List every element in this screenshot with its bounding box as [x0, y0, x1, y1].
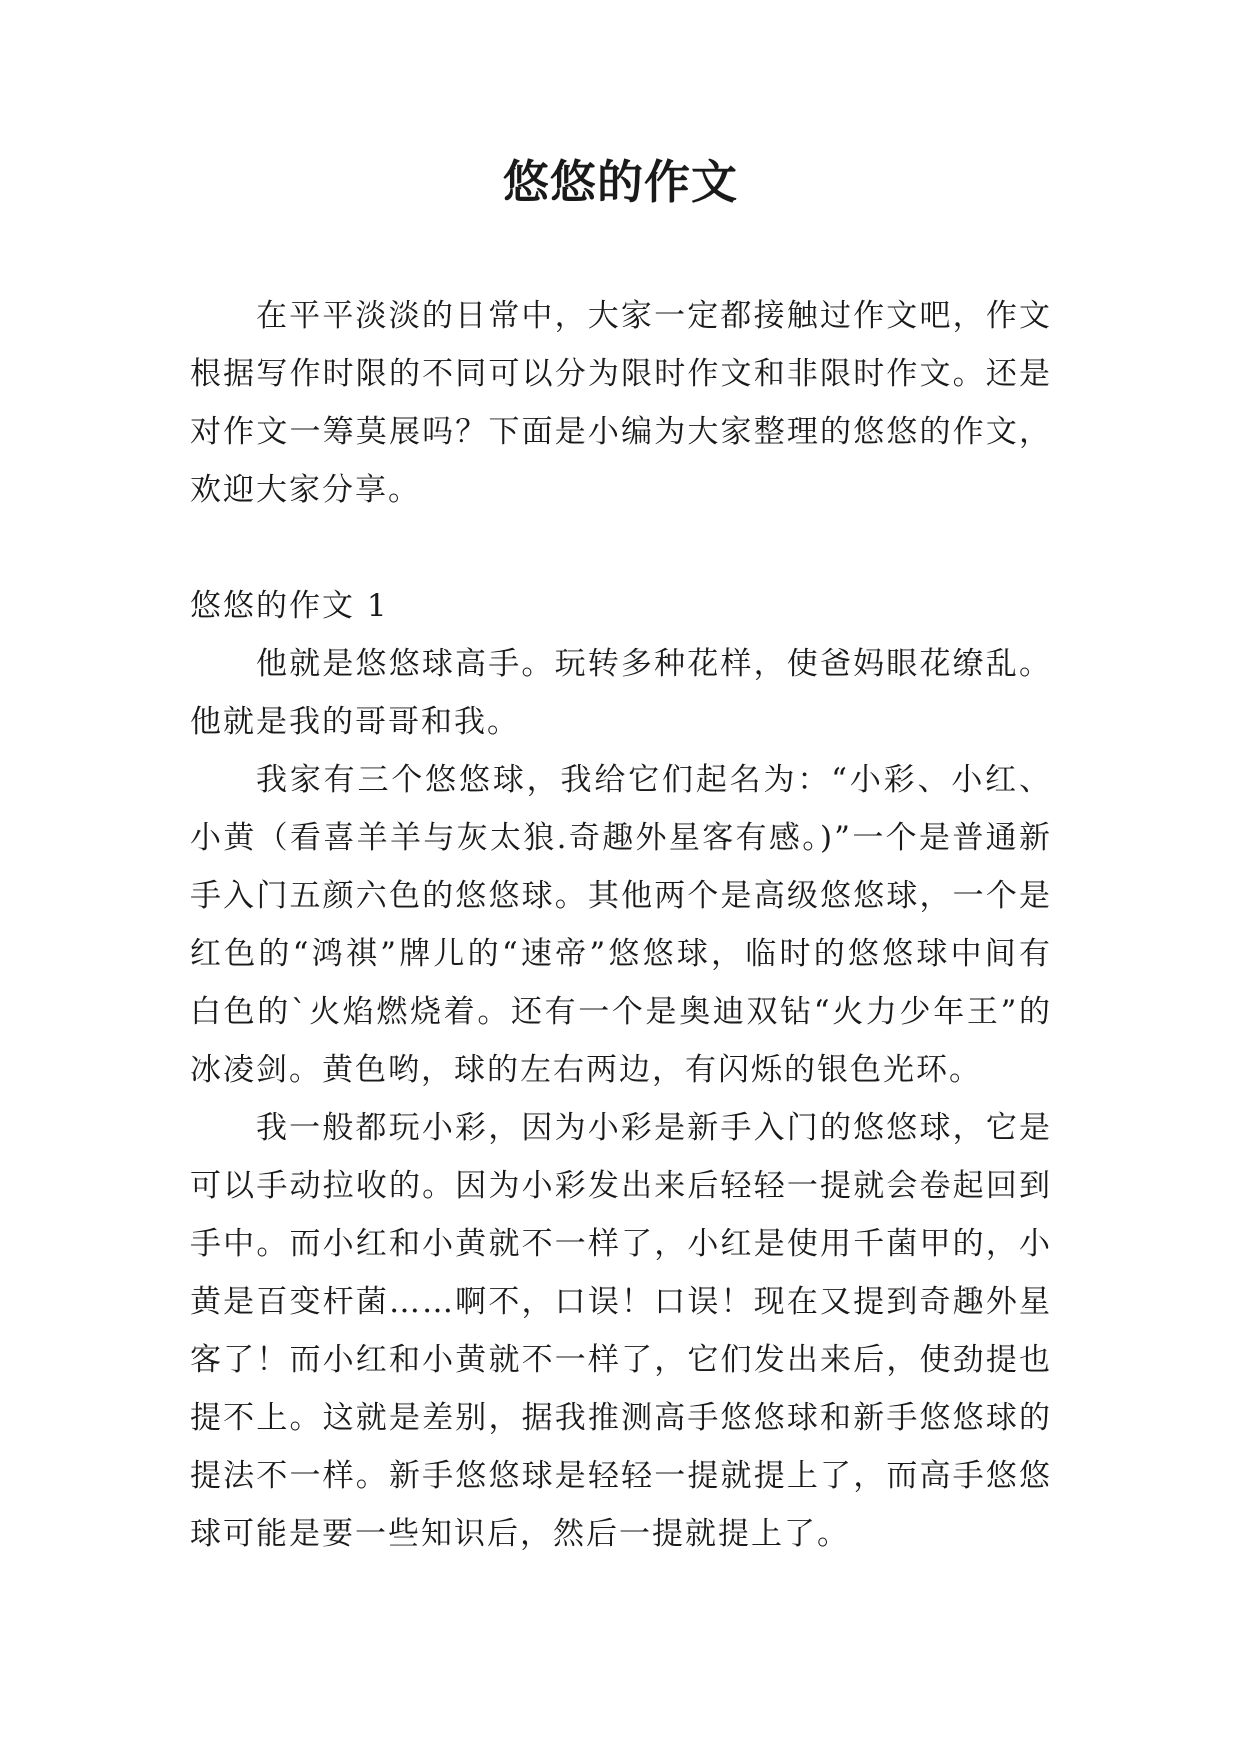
document-title: 悠悠的作文: [503, 155, 738, 209]
paragraph-spacer: [190, 519, 1052, 577]
body-paragraph-3: 我一般都玩小彩，因为小彩是新手入门的悠悠球，它是可以手动拉收的。因为小彩发出来后轻轻一提就会卷起回到手中。而小红和小黄就不一样了，小红是使用千菌甲的，小黄是百变杆菌……啊不，口误！口误！现在又提到奇趣外星客了！而小红和小黄就不一样了，它们发出来后，使劲提也提不上。这就是差别，据我推测高手悠悠球和新手悠悠球的提法不一样。新手悠悠球是轻轻一提就提上了，而高手悠悠球可能是要一些知识后，然后一提就提上了。: [190, 1110, 1052, 1552]
document-body: [190, 287, 1052, 1563]
section-heading: 悠悠的作文 1: [190, 588, 389, 624]
body-paragraph-1: 他就是悠悠球高手。玩转多种花样，使爸妈眼花缭乱。他就是我的哥哥和我。: [190, 646, 1052, 740]
intro-paragraph: 在平平淡淡的日常中，大家一定都接触过作文吧，作文根据写作时限的不同可以分为限时作文和非限时作文。还是对作文一筹莫展吗？下面是小编为大家整理的悠悠的作文，欢迎大家分享。: [190, 298, 1052, 508]
body-paragraph-2: 我家有三个悠悠球，我给它们起名为：“小彩、小红、小黄（看喜羊羊与灰太狼.奇趣外星客有感。)”一个是普通新手入门五颜六色的悠悠球。其他两个是高级悠悠球，一个是红色的“鸿祺”牌儿的“速帝”悠悠球，临时的悠悠球中间有白色的`火焰燃烧着。还有一个是奥迪双钻“火力少年王”的冰凌剑。黄色哟，球的左右两边，有闪烁的银色光环。: [190, 762, 1052, 1088]
